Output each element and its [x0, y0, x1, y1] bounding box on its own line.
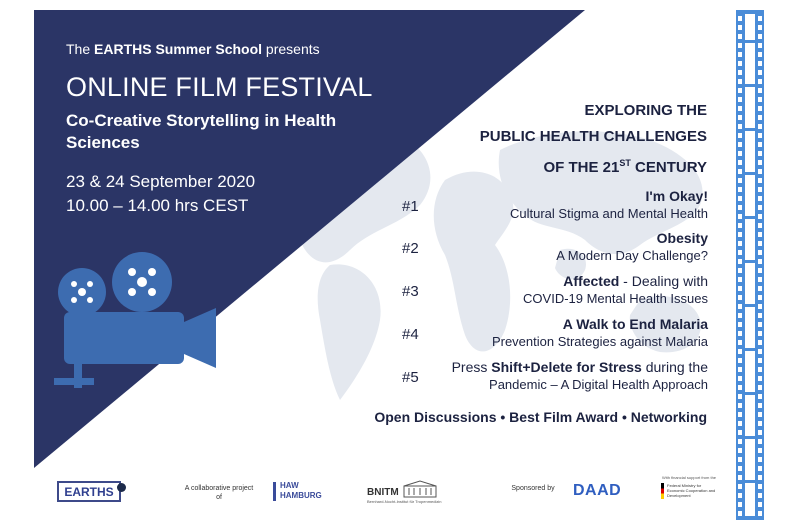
- film-strip-perforation: [758, 313, 762, 318]
- festival-title: ONLINE FILM FESTIVAL: [66, 72, 373, 102]
- film-strip-perforation: [738, 223, 742, 228]
- intro-school-name: EARTHS Summer School: [94, 41, 263, 57]
- german-flag-icon: [661, 483, 664, 499]
- film-strip-perforation: [758, 142, 762, 147]
- film-strip-perforation: [758, 214, 762, 219]
- film-strip-perforation: [758, 106, 762, 111]
- film-strip-perforation: [758, 304, 762, 309]
- heading-line-3: OF THE 21ST CENTURY: [543, 158, 707, 176]
- film-description: [492, 316, 708, 350]
- film-strip-perforation: [758, 448, 762, 453]
- film-strip-perforation: [738, 52, 742, 57]
- haw-logo-bar: [273, 482, 276, 501]
- sponsored-label: Sponsored by: [511, 485, 555, 492]
- film-strip-perforation: [738, 349, 742, 354]
- film-item-3: [402, 273, 708, 309]
- bmz-logo: Federal Ministry for Economic Cooperation and Development: [667, 483, 716, 498]
- film-strip-perforation: [738, 322, 742, 327]
- film-strip-perforation: [738, 484, 742, 489]
- film-number: #2: [402, 240, 419, 257]
- film-strip-perforation: [738, 106, 742, 111]
- film-strip-perforation: [738, 241, 742, 246]
- bnitm-subtitle: Bernhard-Nocht-Institut für Tropenmedizin: [367, 499, 442, 504]
- film-strip-perforation: [758, 79, 762, 84]
- events-tagline: Open Discussions • Best Film Award • Networking: [374, 409, 707, 425]
- film-strip-perforation: [738, 160, 742, 165]
- film-strip-perforation: [758, 385, 762, 390]
- intro-prefix: The: [66, 41, 95, 57]
- film-strip-perforation: [758, 367, 762, 372]
- film-strip-perforation: [738, 196, 742, 201]
- film-strip-perforation: [758, 241, 762, 246]
- film-item-4: [402, 316, 708, 352]
- film-strip-perforation: [738, 430, 742, 435]
- film-strip-perforation: [738, 493, 742, 498]
- film-strip-perforation: [738, 295, 742, 300]
- film-projector-icon: [44, 250, 224, 395]
- film-strip-perforation: [738, 403, 742, 408]
- film-strip-perforation: [758, 466, 762, 471]
- film-strip-perforation: [758, 178, 762, 183]
- film-number: #1: [402, 198, 419, 215]
- film-strip-perforation: [738, 358, 742, 363]
- film-title: A Walk to End Malaria: [562, 316, 708, 332]
- film-strip-perforation: [738, 376, 742, 381]
- film-subtitle: Pandemic – A Digital Health Approach: [489, 377, 708, 392]
- film-description: [510, 188, 708, 222]
- film-title: Obesity: [656, 230, 708, 246]
- intro-suffix: presents: [262, 41, 320, 57]
- film-strip-perforation: [758, 223, 762, 228]
- film-strip-perforation: [758, 511, 762, 516]
- film-strip-perforation: [738, 439, 742, 444]
- film-strip-perforation: [758, 322, 762, 327]
- film-strip-perforation: [738, 43, 742, 48]
- film-strip-perforation: [758, 97, 762, 102]
- film-strip-perforation: [758, 169, 762, 174]
- festival-dates: 23 & 24 September 2020: [66, 172, 256, 191]
- film-strip-perforation: [758, 412, 762, 417]
- film-item-2: [402, 230, 708, 266]
- film-strip-perforation: [758, 187, 762, 192]
- earths-logo: EARTHS: [57, 481, 121, 502]
- film-title: Shift+Delete for Stress: [491, 359, 642, 375]
- film-strip-perforation: [758, 232, 762, 237]
- film-subtitle: COVID-19 Mental Health Issues: [523, 291, 708, 306]
- bmz-support-label: With financial support from the: [662, 475, 717, 480]
- film-strip-perforation: [738, 88, 742, 93]
- film-strip-perforation: [738, 385, 742, 390]
- film-strip-perforation: [758, 403, 762, 408]
- film-title: Affected: [563, 273, 620, 289]
- film-strip-perforation: [758, 475, 762, 480]
- film-strip-perforation: [758, 331, 762, 336]
- film-strip-perforation: [758, 286, 762, 291]
- film-strip-perforation: [738, 475, 742, 480]
- film-strip-perforation: [738, 232, 742, 237]
- film-subtitle: Cultural Stigma and Mental Health: [510, 206, 708, 221]
- film-strip-frame-divider: [745, 260, 755, 263]
- film-strip-perforation: [738, 466, 742, 471]
- earths-logo-globe-icon: [117, 483, 126, 492]
- film-description: [556, 230, 708, 264]
- film-strip-frame-divider: [745, 304, 755, 307]
- film-strip-perforation: [738, 61, 742, 66]
- film-strip-perforation: [738, 394, 742, 399]
- film-strip-perforation: [758, 439, 762, 444]
- film-strip-frame-divider: [745, 480, 755, 483]
- festival-hours: 10.00 – 14.00 hrs CEST: [66, 196, 249, 215]
- film-strip-frame-divider: [745, 392, 755, 395]
- film-strip-perforation: [738, 124, 742, 129]
- film-number: #5: [402, 369, 419, 386]
- film-strip-perforation: [738, 511, 742, 516]
- film-strip-perforation: [738, 34, 742, 39]
- film-strip-perforation: [758, 205, 762, 210]
- film-strip-perforation: [738, 187, 742, 192]
- film-strip-frame-divider: [745, 128, 755, 131]
- film-strip-perforation: [738, 178, 742, 183]
- film-strip-perforation: [758, 259, 762, 264]
- film-strip-frame-divider: [745, 84, 755, 87]
- film-strip-perforation: [738, 205, 742, 210]
- film-strip-perforation: [758, 88, 762, 93]
- film-strip-perforation: [758, 358, 762, 363]
- film-strip-perforation: [758, 421, 762, 426]
- film-strip-perforation: [758, 196, 762, 201]
- theme-heading: [480, 98, 707, 181]
- film-strip-perforation: [738, 169, 742, 174]
- festival-subtitle: Co-Creative Storytelling in Health Sciences: [66, 111, 337, 152]
- film-strip-perforation: [758, 376, 762, 381]
- film-strip-perforation: [738, 412, 742, 417]
- film-strip-perforation: [738, 133, 742, 138]
- film-item-1: [402, 188, 708, 224]
- film-strip-frame-divider: [745, 348, 755, 351]
- film-strip-perforation: [738, 277, 742, 282]
- film-strip-perforation: [738, 259, 742, 264]
- film-strip-perforation: [738, 367, 742, 372]
- film-number: #3: [402, 283, 419, 300]
- haw-hamburg-logo: HAW HAMBURG: [280, 481, 322, 500]
- film-item-5: [402, 359, 708, 395]
- film-strip-perforation: [738, 142, 742, 147]
- film-strip-perforation: [738, 250, 742, 255]
- intro-line: [66, 41, 320, 57]
- film-strip-perforation: [738, 115, 742, 120]
- film-strip-perforation: [758, 151, 762, 156]
- film-strip-perforation: [758, 43, 762, 48]
- film-strip-perforation: [738, 421, 742, 426]
- film-subtitle: A Modern Day Challenge?: [556, 248, 708, 263]
- film-strip-perforation: [758, 457, 762, 462]
- film-strip-perforation: [738, 313, 742, 318]
- film-strip-perforation: [738, 286, 742, 291]
- film-strip-perforation: [738, 214, 742, 219]
- film-strip-perforation: [758, 268, 762, 273]
- film-description: Press Shift+Delete for Stress during the Pandemic – A Digital Health Approach: [451, 359, 708, 392]
- film-strip-perforation: [758, 16, 762, 21]
- film-strip-perforation: [758, 115, 762, 120]
- film-strip-perforation: [758, 502, 762, 507]
- film-strip-perforation: [758, 61, 762, 66]
- film-strip-perforation: [738, 25, 742, 30]
- film-subtitle: Prevention Strategies against Malaria: [491, 334, 708, 349]
- film-strip-frame-divider: [745, 172, 755, 175]
- film-strip-perforation: [738, 331, 742, 336]
- film-strip-perforation: [758, 70, 762, 75]
- daad-logo: DAAD: [573, 482, 622, 499]
- heading-line-2: PUBLIC HEALTH CHALLENGES: [479, 128, 707, 145]
- film-strip-frame-divider: [745, 216, 755, 219]
- film-strip-perforation: [758, 295, 762, 300]
- film-strip-perforation: [758, 394, 762, 399]
- heading-line-1: EXPLORING THE: [584, 102, 707, 119]
- collaboration-label: A collaborative project of: [184, 485, 254, 501]
- film-strip-perforation: [758, 160, 762, 165]
- film-strip-perforation: [758, 25, 762, 30]
- film-number: #4: [402, 326, 419, 343]
- film-strip-perforation: [758, 484, 762, 489]
- film-strip-perforation: [758, 340, 762, 345]
- film-strip-perforation: [758, 52, 762, 57]
- film-strip-perforation: [758, 34, 762, 39]
- film-strip-perforation: [758, 430, 762, 435]
- film-strip-perforation: [758, 124, 762, 129]
- film-strip-perforation: [738, 457, 742, 462]
- film-strip-frame-divider: [745, 40, 755, 43]
- film-strip-perforation: [738, 70, 742, 75]
- film-strip-perforation: [738, 268, 742, 273]
- film-strip-perforation: [738, 151, 742, 156]
- film-strip-perforation: [758, 349, 762, 354]
- film-strip-perforation: [738, 448, 742, 453]
- film-strip-perforation: [738, 97, 742, 102]
- film-strip-perforation: [758, 277, 762, 282]
- film-strip-perforation: [738, 304, 742, 309]
- bnitm-logo: BNITM: [367, 487, 399, 498]
- film-strip-perforation: [758, 493, 762, 498]
- film-title: I'm Okay!: [645, 188, 708, 204]
- bnitm-building-icon: [403, 480, 437, 498]
- film-strip-perforation: [738, 502, 742, 507]
- film-strip-perforation: [738, 79, 742, 84]
- film-description: Affected - Dealing with COVID-19 Mental Health Issues: [523, 273, 708, 306]
- film-strip-perforation: [738, 16, 742, 21]
- film-strip-perforation: [758, 133, 762, 138]
- film-strip-frame-divider: [745, 436, 755, 439]
- film-strip-perforation: [758, 250, 762, 255]
- film-strip-icon: [736, 10, 764, 520]
- film-strip-perforation: [738, 340, 742, 345]
